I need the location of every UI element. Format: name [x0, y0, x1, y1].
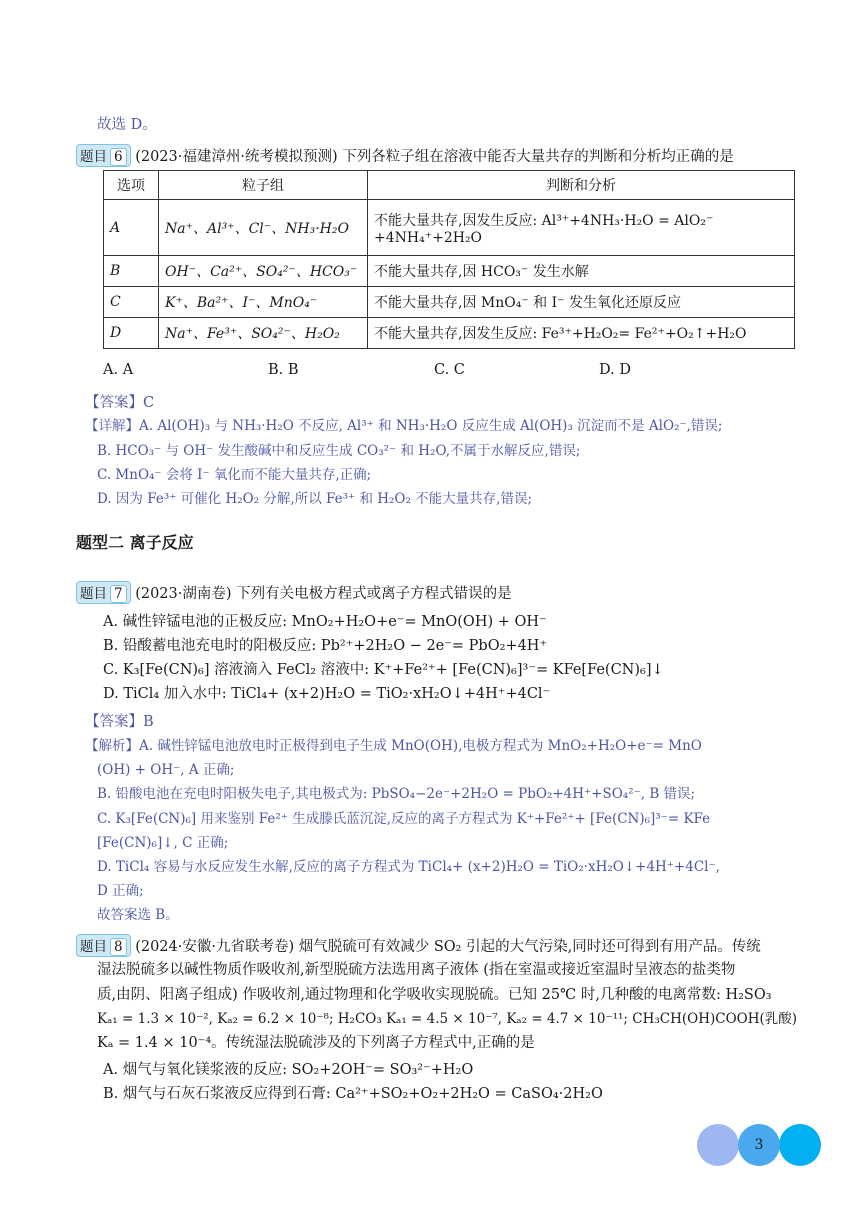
question-8-header	[76, 934, 761, 957]
explain-line: (OH) + OH⁻, A 正确;	[97, 762, 235, 778]
table-header: 粒子组	[159, 171, 368, 200]
page-decor-circle	[697, 1124, 739, 1166]
explain-line: C. K₃[Fe(CN)₆] 用来鉴别 Fe²⁺ 生成滕氏蓝沉淀,反应的离子方程式为 K⁺+Fe²⁺+ [Fe(CN)₆]³⁻= KFe	[97, 811, 711, 827]
explain-line: C. MnO₄⁻ 会将 I⁻ 氧化而不能大量共存,正确;	[97, 467, 372, 483]
question-6-header	[76, 144, 734, 167]
choice: A. A	[103, 362, 134, 378]
explain-line: 故答案选 B。	[97, 907, 179, 923]
question-stem: (2024·安徽·九省联考卷) 烟气脱硫可有效减少 SO₂ 引起的大气污染,同时还可得到有用产品。传统	[135, 939, 761, 955]
question-stem: 质,由阴、阳离子组成) 作吸收剂,通过物理和化学吸收实现脱硫。已知 25℃ 时,几种酸的电离常数: H₂SO₃	[97, 987, 772, 1003]
table-header: 判断和分析	[368, 171, 795, 200]
choice: D. D	[599, 362, 631, 378]
question-tag: 题目 7	[76, 581, 131, 604]
answer: 【答案】C	[85, 395, 155, 411]
explain-line: [Fe(CN)₆]↓, C 正确;	[97, 835, 229, 851]
explain-line: D. 因为 Fe³⁺ 可催化 H₂O₂ 分解,所以 Fe³⁺ 和 H₂O₂ 不能大量共存,错误;	[97, 491, 533, 507]
choice: B. 烟气与石灰石浆液反应得到石膏: Ca²⁺+SO₂+O₂+2H₂O = CaSO₄·2H₂O	[103, 1086, 603, 1102]
section-title: 题型二 离子反应	[76, 533, 194, 552]
question-stem: (2023·福建漳州·统考模拟预测) 下列各粒子组在溶液中能否大量共存的判断和分析均正确的是	[135, 149, 734, 165]
table-row: D Na⁺、Fe³⁺、SO₄²⁻、H₂O₂ 不能大量共存,因发生反应: Fe³⁺+H₂O₂= Fe²⁺+O₂↑+H₂O	[104, 318, 795, 349]
answer: 【答案】B	[85, 714, 154, 730]
choice: A. 烟气与氧化镁浆液的反应: SO₂+2OH⁻= SO₃²⁻+H₂O	[103, 1062, 474, 1078]
question-tag: 题目 6	[76, 144, 131, 167]
question-stem: Kₐ₁ = 1.3 × 10⁻², Kₐ₂ = 6.2 × 10⁻⁸; H₂CO₃ Kₐ₁ = 4.5 × 10⁻⁷, Kₐ₂ = 4.7 × 10⁻¹¹; CH₃CH(OH)COOH(乳酸)	[97, 1011, 798, 1027]
choice: D. TiCl₄ 加入水中: TiCl₄+ (x+2)H₂O = TiO₂·xH₂O↓+4H⁺+4Cl⁻	[103, 686, 551, 702]
question-stem: (2023·湖南卷) 下列有关电极方程式或离子方程式错误的是	[135, 586, 512, 602]
table-header: 选项	[104, 171, 159, 200]
choice: C. C	[434, 362, 465, 378]
page-number: 3	[738, 1124, 780, 1166]
explain-line: B. 铅酸电池在充电时阳极失电子,其电极式为: PbSO₄−2e⁻+2H₂O = PbO₂+4H⁺+SO₄²⁻, B 错误;	[97, 786, 696, 802]
question-tag: 题目 8	[76, 934, 131, 957]
choice: C. K₃[Fe(CN)₆] 溶液滴入 FeCl₂ 溶液中: K⁺+Fe²⁺+ [Fe(CN)₆]³⁻= KFe[Fe(CN)₆]↓	[103, 662, 664, 678]
page-decor-circle	[779, 1124, 821, 1166]
explain-line: 【详解】A. Al(OH)₃ 与 NH₃·H₂O 不反应, Al³⁺ 和 NH₃·H₂O 反应生成 Al(OH)₃ 沉淀而不是 AlO₂⁻,错误;	[85, 418, 723, 434]
table-row: A Na⁺、Al³⁺、Cl⁻、NH₃·H₂O 不能大量共存,因发生反应: Al³⁺+4NH₃·H₂O = AlO₂⁻ +4NH₄⁺+2H₂O	[104, 200, 795, 256]
explain-line: D 正确;	[97, 883, 144, 899]
question-stem: 湿法脱硫多以碱性物质作吸收剂,新型脱硫方法选用离子液体 (指在室温或接近室温时呈液态的盐类物	[97, 962, 736, 978]
table-row: C K⁺、Ba²⁺、I⁻、MnO₄⁻ 不能大量共存,因 MnO₄⁻ 和 I⁻ 发生氧化还原反应	[104, 287, 795, 318]
conclusion-line: 故选 D。	[97, 117, 157, 133]
choice: B. B	[268, 362, 299, 378]
question-stem: Kₐ = 1.4 × 10⁻⁴。传统湿法脱硫涉及的下列离子方程式中,正确的是	[97, 1035, 535, 1051]
explain-line: 【解析】A. 碱性锌锰电池放电时正极得到电子生成 MnO(OH),电极方程式为 MnO₂+H₂O+e⁻= MnO	[85, 738, 702, 754]
explain-line: D. TiCl₄ 容易与水反应发生水解,反应的离子方程式为 TiCl₄+ (x+2)H₂O = TiO₂·xH₂O↓+4H⁺+4Cl⁻,	[97, 859, 720, 875]
table-row: B OH⁻、Ca²⁺、SO₄²⁻、HCO₃⁻ 不能大量共存,因 HCO₃⁻ 发生水解	[104, 256, 795, 287]
question-7-header	[76, 581, 512, 604]
choice: B. 铅酸蓄电池充电时的阳极反应: Pb²⁺+2H₂O − 2e⁻= PbO₂+4H⁺	[103, 638, 548, 654]
explain-line: B. HCO₃⁻ 与 OH⁻ 发生酸碱中和反应生成 CO₃²⁻ 和 H₂O,不属于水解反应,错误;	[97, 443, 581, 459]
choice: A. 碱性锌锰电池的正极反应: MnO₂+H₂O+e⁻= MnO(OH) + OH⁻	[103, 614, 547, 630]
ion-table	[103, 170, 795, 349]
